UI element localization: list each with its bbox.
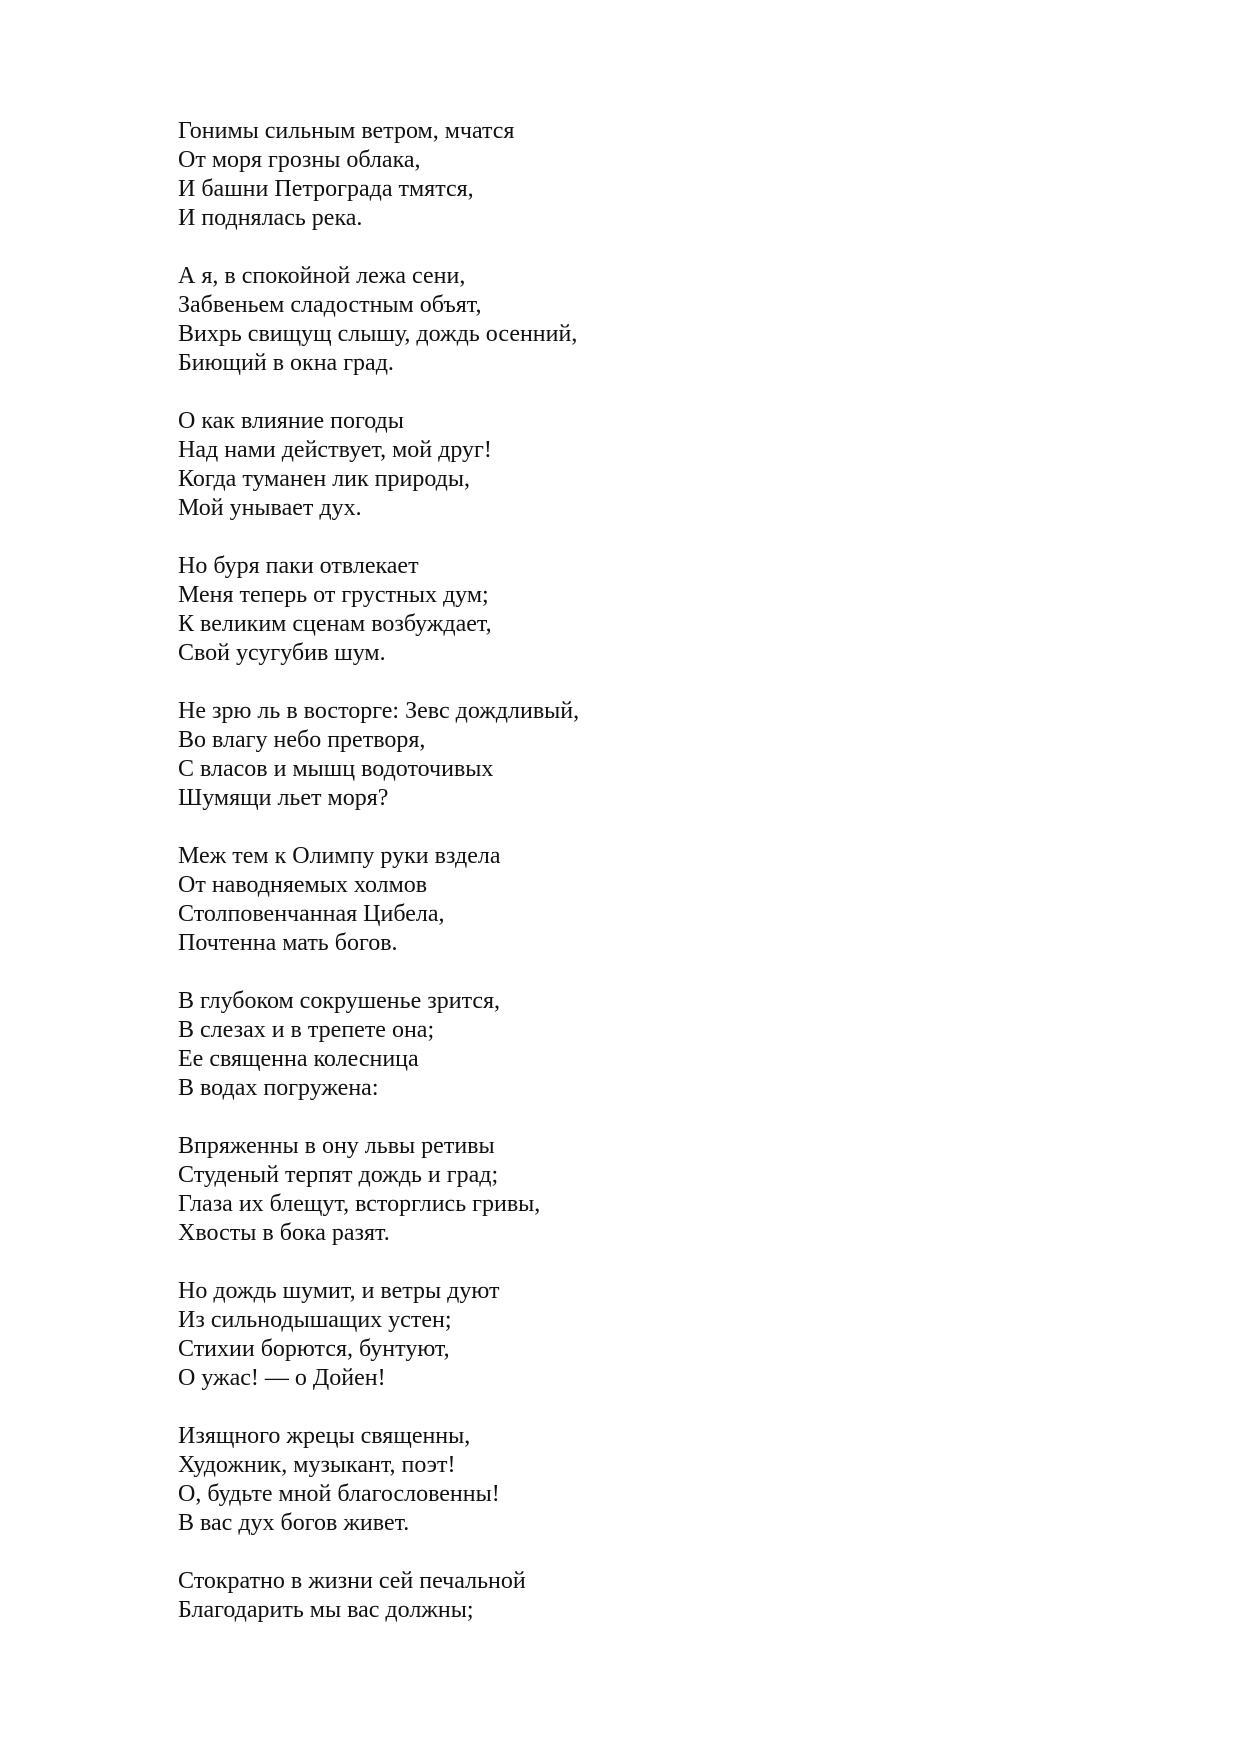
poem-line: Художник, музыкант, поэт! xyxy=(178,1452,456,1478)
poem-line: Когда туманен лик природы, xyxy=(178,466,471,492)
poem-line: В водах погружена: xyxy=(178,1075,379,1101)
poem-line: И поднялась река. xyxy=(178,205,363,231)
poem-line: Столповенчанная Цибела, xyxy=(178,901,445,927)
poem-line: Ее священна колесница xyxy=(178,1046,419,1072)
poem-line: В вас дух богов живет. xyxy=(178,1510,410,1536)
poem-line: Шумящи льет моря? xyxy=(178,785,389,811)
poem-line: Мой унывает дух. xyxy=(178,495,362,521)
stanza-4 xyxy=(178,552,1078,668)
stanza-3 xyxy=(178,407,1078,523)
poem-line: Гонимы сильным ветром, мчатся xyxy=(178,118,515,144)
poem-line: Вихрь свищущ слышу, дождь осенний, xyxy=(178,321,578,347)
poem-line: О как влияние погоды xyxy=(178,408,404,434)
poem-line: Но буря паки отвлекает xyxy=(178,553,419,579)
poem-line: А я, в спокойной лежа сени, xyxy=(178,263,466,289)
poem-line: Стократно в жизни сей печальной xyxy=(178,1568,526,1594)
stanza-11 xyxy=(178,1567,1078,1625)
poem-line: Меж тем к Олимпу руки вздела xyxy=(178,843,501,869)
poem-line: Забвеньем сладостным объят, xyxy=(178,292,482,318)
poem-line: От моря грозны облака, xyxy=(178,147,421,173)
poem-line: Меня теперь от грустных дум; xyxy=(178,582,489,608)
poem-line: Стихии борются, бунтуют, xyxy=(178,1336,450,1362)
poem-line: Свой усугубив шум. xyxy=(178,640,386,666)
stanza-1 xyxy=(178,117,1078,233)
poem-line: Во влагу небо претворя, xyxy=(178,727,426,753)
poem-line: К великим сценам возбуждает, xyxy=(178,611,492,637)
stanza-5 xyxy=(178,697,1078,813)
poem-line: О, будьте мной благословенны! xyxy=(178,1481,500,1507)
stanza-6 xyxy=(178,842,1078,958)
poem-line: Не зрю ль в восторге: Зевс дождливый, xyxy=(178,698,580,724)
stanza-7 xyxy=(178,987,1078,1103)
poem-line: Хвосты в бока разят. xyxy=(178,1220,390,1246)
poem-line: Из сильнодышащих устен; xyxy=(178,1307,452,1333)
poem-line: Над нами действует, мой друг! xyxy=(178,437,492,463)
stanza-2 xyxy=(178,262,1078,378)
poem-line: Благодарить мы вас должны; xyxy=(178,1597,474,1623)
poem-line: Но дождь шумит, и ветры дуют xyxy=(178,1278,500,1304)
stanza-10 xyxy=(178,1422,1078,1538)
poem-line: Изящного жрецы священны, xyxy=(178,1423,471,1449)
poem-line: В слезах и в трепете она; xyxy=(178,1017,435,1043)
poem-line: И башни Петрограда тмятся, xyxy=(178,176,474,202)
poem-line: Глаза их блещут, всторглись гривы, xyxy=(178,1191,541,1217)
poem-line: Почтенна мать богов. xyxy=(178,930,398,956)
poem-text xyxy=(178,117,1078,1654)
poem-line: Впряженны в ону львы ретивы xyxy=(178,1133,495,1159)
poem-line: В глубоком сокрушенье зрится, xyxy=(178,988,501,1014)
poem-line: От наводняемых холмов xyxy=(178,872,428,898)
stanza-8 xyxy=(178,1132,1078,1248)
poem-line: Биющий в окна град. xyxy=(178,350,394,376)
poem-line: Студеный терпят дождь и град; xyxy=(178,1162,499,1188)
stanza-9 xyxy=(178,1277,1078,1393)
poem-line: О ужас! — о Дойен! xyxy=(178,1365,386,1391)
poem-line: С власов и мышц водоточивых xyxy=(178,756,494,782)
